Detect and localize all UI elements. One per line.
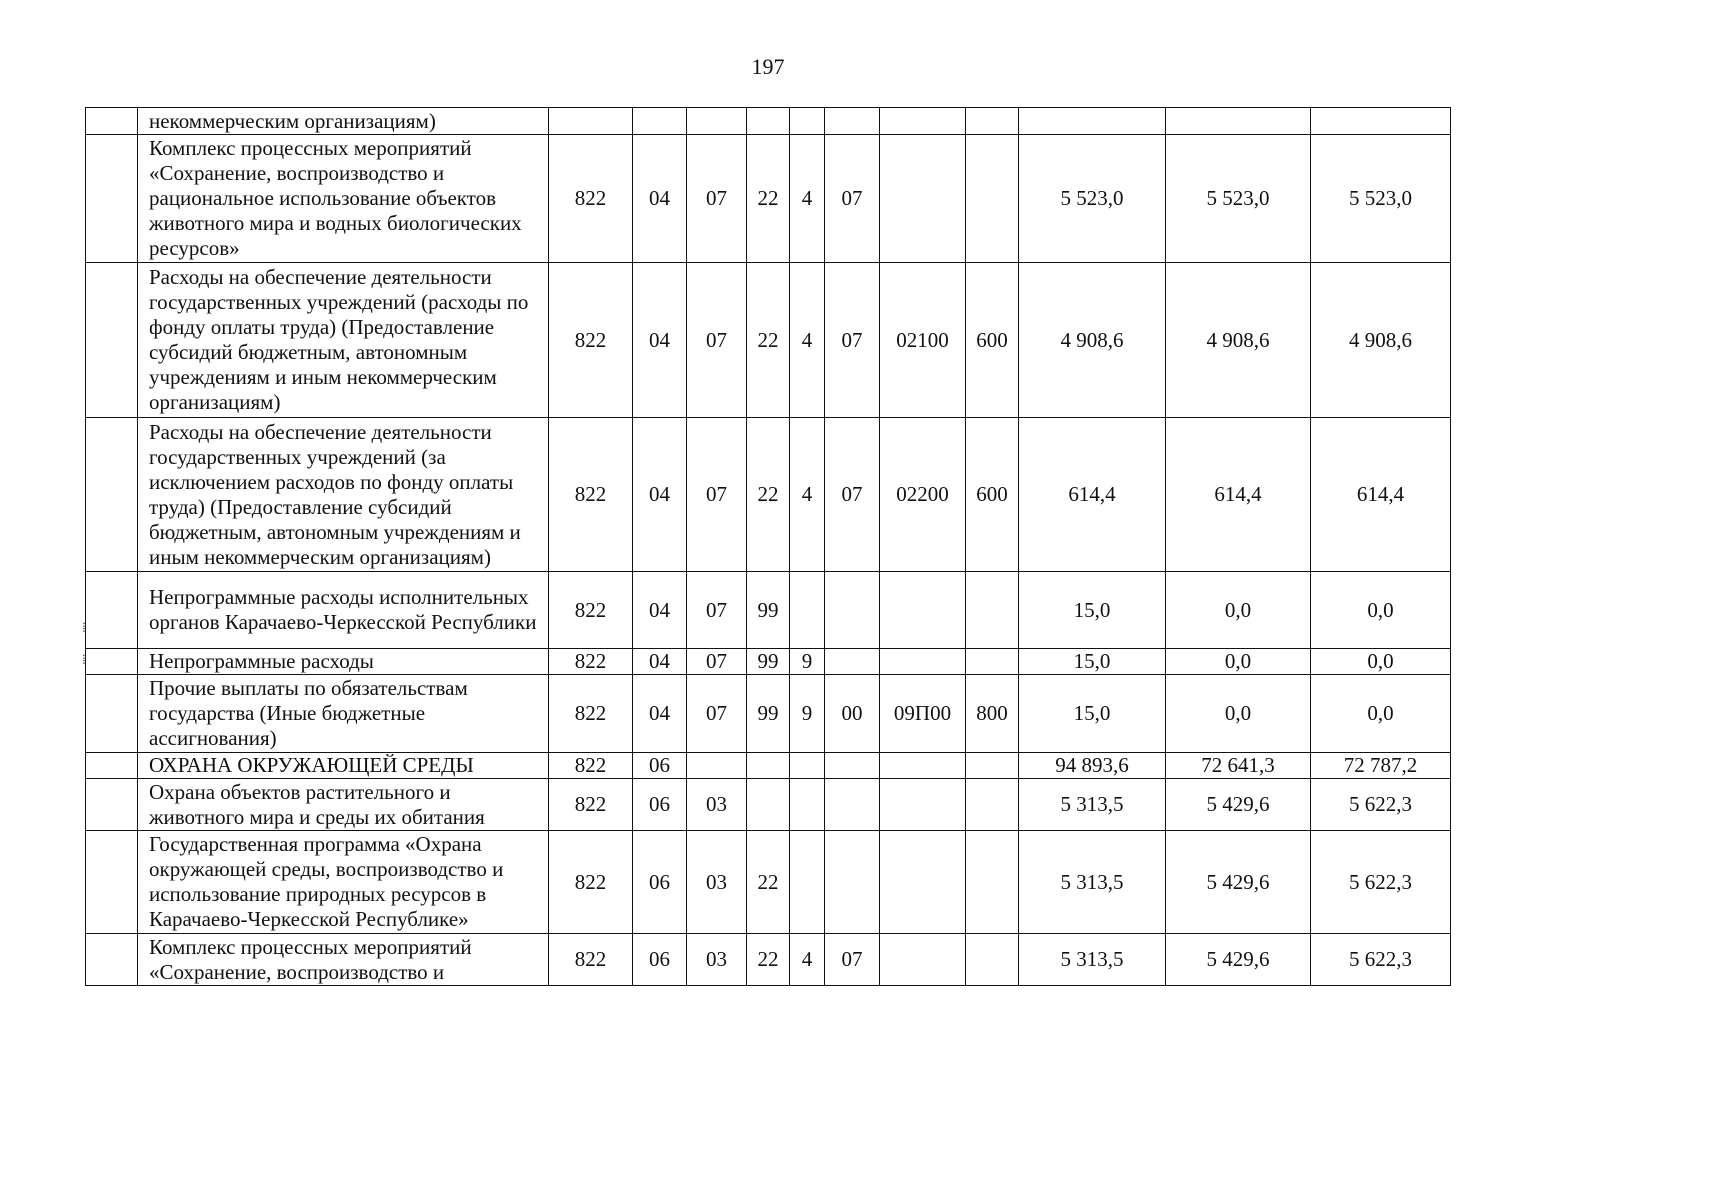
ministry-code: 822: [549, 572, 633, 649]
subsection-code: 07: [687, 418, 747, 572]
amount-year-3: 5 523,0: [1311, 135, 1451, 263]
amount-year-3: 5 622,3: [1311, 779, 1451, 831]
expense-name: ОХРАНА ОКРУЖАЮЩЕЙ СРЕДЫ: [138, 753, 549, 779]
ministry-code: [549, 108, 633, 135]
activity-code: [825, 831, 880, 934]
row-index-cell: [86, 649, 138, 675]
table-row: [86, 108, 1451, 135]
direction-code: [880, 831, 966, 934]
amount-year-1: 5 313,5: [1019, 934, 1166, 986]
direction-code: 02100: [880, 263, 966, 418]
expense-type-code: [966, 831, 1019, 934]
ministry-code: 822: [549, 263, 633, 418]
activity-code: [825, 649, 880, 675]
amount-year-3: 0,0: [1311, 572, 1451, 649]
program-code: 22: [747, 831, 790, 934]
activity-code: [825, 572, 880, 649]
section-code: 04: [633, 675, 687, 753]
ministry-code: 822: [549, 934, 633, 986]
expense-type-code: [966, 572, 1019, 649]
table-row: [86, 779, 1451, 831]
subprogram-code: [790, 831, 825, 934]
ministry-code: 822: [549, 418, 633, 572]
expense-type-code: [966, 934, 1019, 986]
table-row: [86, 572, 1451, 649]
row-index-cell: [86, 934, 138, 986]
activity-code: [825, 753, 880, 779]
row-index-cell: [86, 572, 138, 649]
subprogram-code: 9: [790, 649, 825, 675]
program-code: 22: [747, 934, 790, 986]
direction-code: [880, 649, 966, 675]
activity-code: 07: [825, 418, 880, 572]
row-index-cell: [86, 263, 138, 418]
subprogram-code: [790, 572, 825, 649]
program-code: [747, 779, 790, 831]
subprogram-code: 4: [790, 418, 825, 572]
amount-year-1: 94 893,6: [1019, 753, 1166, 779]
program-code: 99: [747, 675, 790, 753]
table-row: [86, 649, 1451, 675]
table-row: [86, 135, 1451, 263]
activity-code: 00: [825, 675, 880, 753]
amount-year-2: 0,0: [1166, 649, 1311, 675]
section-code: 06: [633, 753, 687, 779]
program-code: 22: [747, 418, 790, 572]
amount-year-1: 15,0: [1019, 572, 1166, 649]
subprogram-code: [790, 108, 825, 135]
expense-type-code: 600: [966, 263, 1019, 418]
subsection-code: 07: [687, 675, 747, 753]
expense-type-code: [966, 108, 1019, 135]
subprogram-code: 4: [790, 934, 825, 986]
row-index-cell: [86, 779, 138, 831]
expense-name: Государственная программа «Охрана окружающей среды, воспроизводство и использование природных ресурсов в Карачаево-Черкесской Республике»: [138, 831, 549, 934]
row-index-cell: [86, 135, 138, 263]
amount-year-1: 4 908,6: [1019, 263, 1166, 418]
amount-year-3: 5 622,3: [1311, 934, 1451, 986]
program-code: 99: [747, 572, 790, 649]
amount-year-3: 72 787,2: [1311, 753, 1451, 779]
subsection-code: [687, 108, 747, 135]
expense-name: Непрограммные расходы: [138, 649, 549, 675]
activity-code: [825, 108, 880, 135]
direction-code: 02200: [880, 418, 966, 572]
table-row: [86, 831, 1451, 934]
amount-year-1: 5 523,0: [1019, 135, 1166, 263]
direction-code: [880, 135, 966, 263]
amount-year-2: 5 429,6: [1166, 779, 1311, 831]
subsection-code: 07: [687, 263, 747, 418]
activity-code: [825, 779, 880, 831]
expense-type-code: [966, 649, 1019, 675]
amount-year-3: 5 622,3: [1311, 831, 1451, 934]
row-index-cell: [86, 108, 138, 135]
table-row: [86, 418, 1451, 572]
expense-type-code: [966, 753, 1019, 779]
direction-code: 09П00: [880, 675, 966, 753]
direction-code: [880, 572, 966, 649]
amount-year-1: [1019, 108, 1166, 135]
page-number: 197: [751, 54, 785, 79]
section-code: 04: [633, 572, 687, 649]
amount-year-2: 72 641,3: [1166, 753, 1311, 779]
amount-year-3: 0,0: [1311, 649, 1451, 675]
expense-name: Комплекс процессных мероприятий «Сохранение, воспроизводство и рациональное использование объектов животного мира и водных биологических ресурсов»: [138, 135, 549, 263]
subsection-code: [687, 753, 747, 779]
program-code: 99: [747, 649, 790, 675]
subprogram-code: 4: [790, 263, 825, 418]
subprogram-code: 4: [790, 135, 825, 263]
subsection-code: 03: [687, 934, 747, 986]
amount-year-1: 5 313,5: [1019, 831, 1166, 934]
expense-type-code: 600: [966, 418, 1019, 572]
activity-code: 07: [825, 934, 880, 986]
amount-year-3: 4 908,6: [1311, 263, 1451, 418]
activity-code: 07: [825, 263, 880, 418]
direction-code: [880, 108, 966, 135]
table-row: [86, 934, 1451, 986]
amount-year-3: [1311, 108, 1451, 135]
subsection-code: 07: [687, 135, 747, 263]
program-code: 22: [747, 263, 790, 418]
ministry-code: 822: [549, 753, 633, 779]
table-row: [86, 263, 1451, 418]
amount-year-2: [1166, 108, 1311, 135]
expense-type-code: 800: [966, 675, 1019, 753]
amount-year-2: 0,0: [1166, 675, 1311, 753]
expense-name: Комплекс процессных мероприятий «Сохранение, воспроизводство и: [138, 934, 549, 986]
subprogram-code: [790, 753, 825, 779]
amount-year-3: 614,4: [1311, 418, 1451, 572]
section-code: 06: [633, 934, 687, 986]
section-code: 04: [633, 135, 687, 263]
section-code: 04: [633, 649, 687, 675]
row-index-cell: [86, 831, 138, 934]
scan-margin-mark: ⁞: [82, 620, 86, 636]
table-row: [86, 675, 1451, 753]
section-code: 04: [633, 418, 687, 572]
section-code: 04: [633, 263, 687, 418]
ministry-code: 822: [549, 649, 633, 675]
program-code: [747, 108, 790, 135]
ministry-code: 822: [549, 135, 633, 263]
expense-name: Расходы на обеспечение деятельности государственных учреждений (за исключением расходов по фонду оплаты труда) (Предоставление субсидий бюджетным, автономным учреждениям и иным некоммерческим организациям): [138, 418, 549, 572]
table-body: [86, 108, 1451, 986]
amount-year-2: 614,4: [1166, 418, 1311, 572]
amount-year-2: 5 429,6: [1166, 934, 1311, 986]
expense-name: Прочие выплаты по обязательствам государства (Иные бюджетные ассигнования): [138, 675, 549, 753]
amount-year-2: 5 429,6: [1166, 831, 1311, 934]
subsection-code: 03: [687, 779, 747, 831]
expense-name: Расходы на обеспечение деятельности государственных учреждений (расходы по фонду оплаты труда) (Предоставление субсидий бюджетным, автономным учреждениям и иным некоммерческим организациям): [138, 263, 549, 418]
row-index-cell: [86, 753, 138, 779]
amount-year-2: 5 523,0: [1166, 135, 1311, 263]
subsection-code: 07: [687, 649, 747, 675]
expense-name: некоммерческим организациям): [138, 108, 549, 135]
row-index-cell: [86, 675, 138, 753]
expense-name: Непрограммные расходы исполнительных органов Карачаево-Черкесской Республики: [138, 572, 549, 649]
amount-year-2: 4 908,6: [1166, 263, 1311, 418]
direction-code: [880, 753, 966, 779]
amount-year-1: 15,0: [1019, 675, 1166, 753]
subsection-code: 07: [687, 572, 747, 649]
scan-margin-mark: ⁞: [82, 652, 86, 668]
section-code: 06: [633, 831, 687, 934]
activity-code: 07: [825, 135, 880, 263]
subprogram-code: 9: [790, 675, 825, 753]
section-code: [633, 108, 687, 135]
table-row: [86, 753, 1451, 779]
expense-name: Охрана объектов растительного и животного мира и среды их обитания: [138, 779, 549, 831]
subprogram-code: [790, 779, 825, 831]
expense-type-code: [966, 135, 1019, 263]
row-index-cell: [86, 418, 138, 572]
section-code: 06: [633, 779, 687, 831]
ministry-code: 822: [549, 779, 633, 831]
amount-year-3: 0,0: [1311, 675, 1451, 753]
ministry-code: 822: [549, 675, 633, 753]
amount-year-2: 0,0: [1166, 572, 1311, 649]
budget-table: [85, 107, 1451, 986]
expense-type-code: [966, 779, 1019, 831]
amount-year-1: 5 313,5: [1019, 779, 1166, 831]
direction-code: [880, 779, 966, 831]
amount-year-1: 614,4: [1019, 418, 1166, 572]
subsection-code: 03: [687, 831, 747, 934]
ministry-code: 822: [549, 831, 633, 934]
program-code: 22: [747, 135, 790, 263]
program-code: [747, 753, 790, 779]
amount-year-1: 15,0: [1019, 649, 1166, 675]
direction-code: [880, 934, 966, 986]
